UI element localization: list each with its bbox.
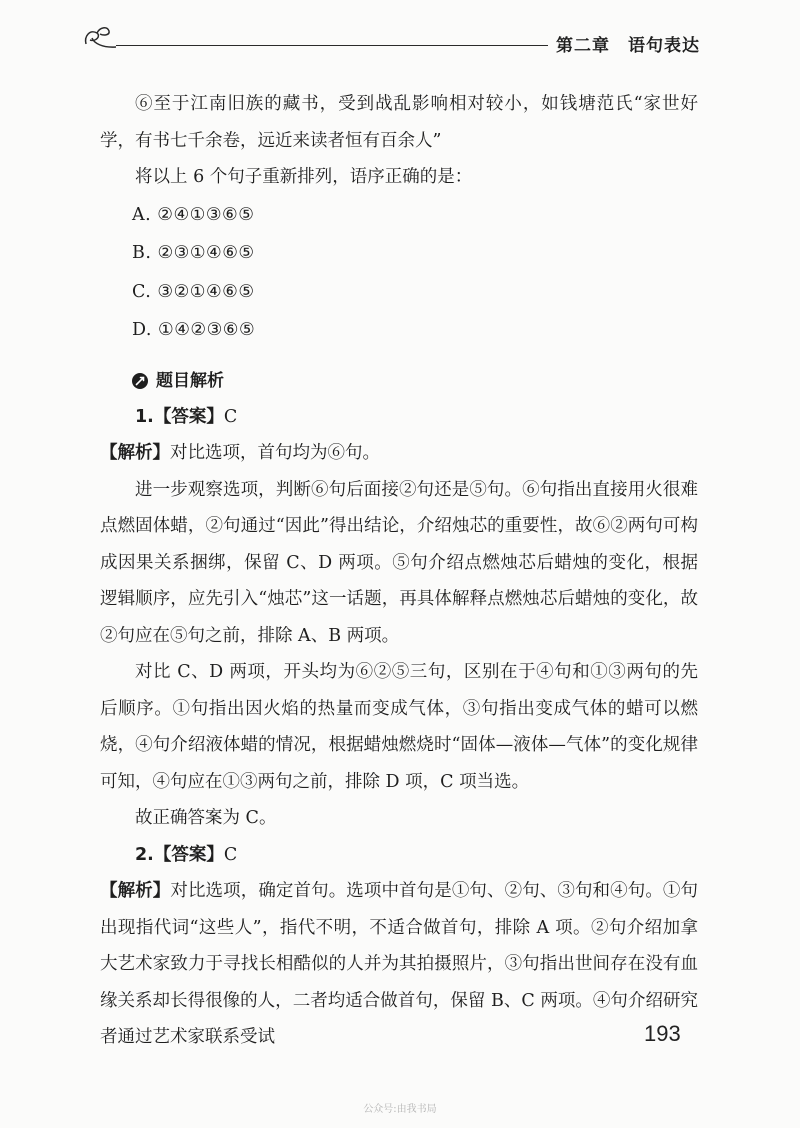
option-a: A. ②④①③⑥⑤ (132, 204, 255, 225)
q1-answer (100, 399, 698, 436)
section-heading (132, 363, 698, 399)
page-number: 193 (644, 1021, 681, 1046)
q2-answer-label: 2.【答案】 (135, 844, 224, 865)
chapter-title: 第二章 语句表达 (556, 36, 700, 56)
q1-conclusion: 故正确答案为 C。 (135, 808, 277, 828)
q2-analysis-label: 【解析】 (100, 881, 171, 901)
q1-analysis-label: 【解析】 (100, 443, 170, 463)
q2-answer (100, 837, 698, 874)
q1-analysis-text: 对比选项，首句均为⑥句。 (170, 443, 380, 463)
option-d: D. ①④②③⑥⑤ (132, 320, 256, 340)
q1-answer-value: C (223, 406, 238, 427)
q1-answer-label: 1.【答案】 (135, 406, 224, 427)
q2-analysis-text: 对比选项，确定首句。选项中首句是①句、②句、③句和④句。①句出现指代词“这些人”，指代不明，不适合做首句，排除 A 项。②句介绍加拿大艺术家致力于寻找长相酷似的人并为其拍摄照片，③句指出世间存在没有血缘关系却长得很像的人，二者均适合做首句，保留 B、C 两项。④句介绍研究者通过艺术家联系受试 (100, 881, 699, 1047)
q2-answer-value: C (223, 844, 238, 865)
option-b: B. ②③①④⑥⑤ (132, 243, 255, 263)
q1-paragraph: 对比 C、D 两项，开头均为⑥②⑤三句，区别在于④句和①③两句的先后顺序。①句指出因火焰的热量而变成气体，③句指出变成气体的蜡可以燃烧，④句介绍液体蜡的情况，根据蜡烛燃烧时“固体—液体—气体”的变化规律可知，④句应在①③两句之前，排除 D 项，C 项当选。 (100, 662, 698, 792)
q1-paragraph: 进一步观察选项，判断⑥句后面接②句还是⑤句。⑥句指出直接用火很难点燃固体蜡，②句通过“因此”得出结论，介绍烛芯的重要性，故⑥②两句可构成因果关系捆绑，保留 C、D 两项。⑤句介绍点燃烛芯后蜡烛的变化，根据逻辑顺序，应先引入“烛芯”这一话题，再具体解释点燃烛芯后蜡烛的变化，故②句应在⑤句之前，排除 A、B 两项。 (100, 479, 698, 646)
question-prompt: 将以上 6 个句子重新排列，语序正确的是： (135, 167, 473, 187)
running-header (82, 22, 718, 54)
option-c: C. ③②①④⑥⑤ (132, 281, 255, 302)
sentence-six: ⑥至于江南旧族的藏书，受到战乱影响相对较小，如钱塘范氏“家世好学，有书七千余卷，远近来读者恒有百余人” (100, 94, 698, 151)
footer-watermark: 公众号:由我书局 (363, 1104, 437, 1115)
q1-analysis (100, 435, 698, 472)
analysis-icon (132, 373, 148, 389)
page-body (100, 86, 698, 1056)
header-rule (116, 45, 548, 46)
q2-analysis (100, 873, 698, 1056)
section-title: 题目解析 (156, 370, 224, 391)
leaf-ornament-icon (82, 24, 116, 50)
